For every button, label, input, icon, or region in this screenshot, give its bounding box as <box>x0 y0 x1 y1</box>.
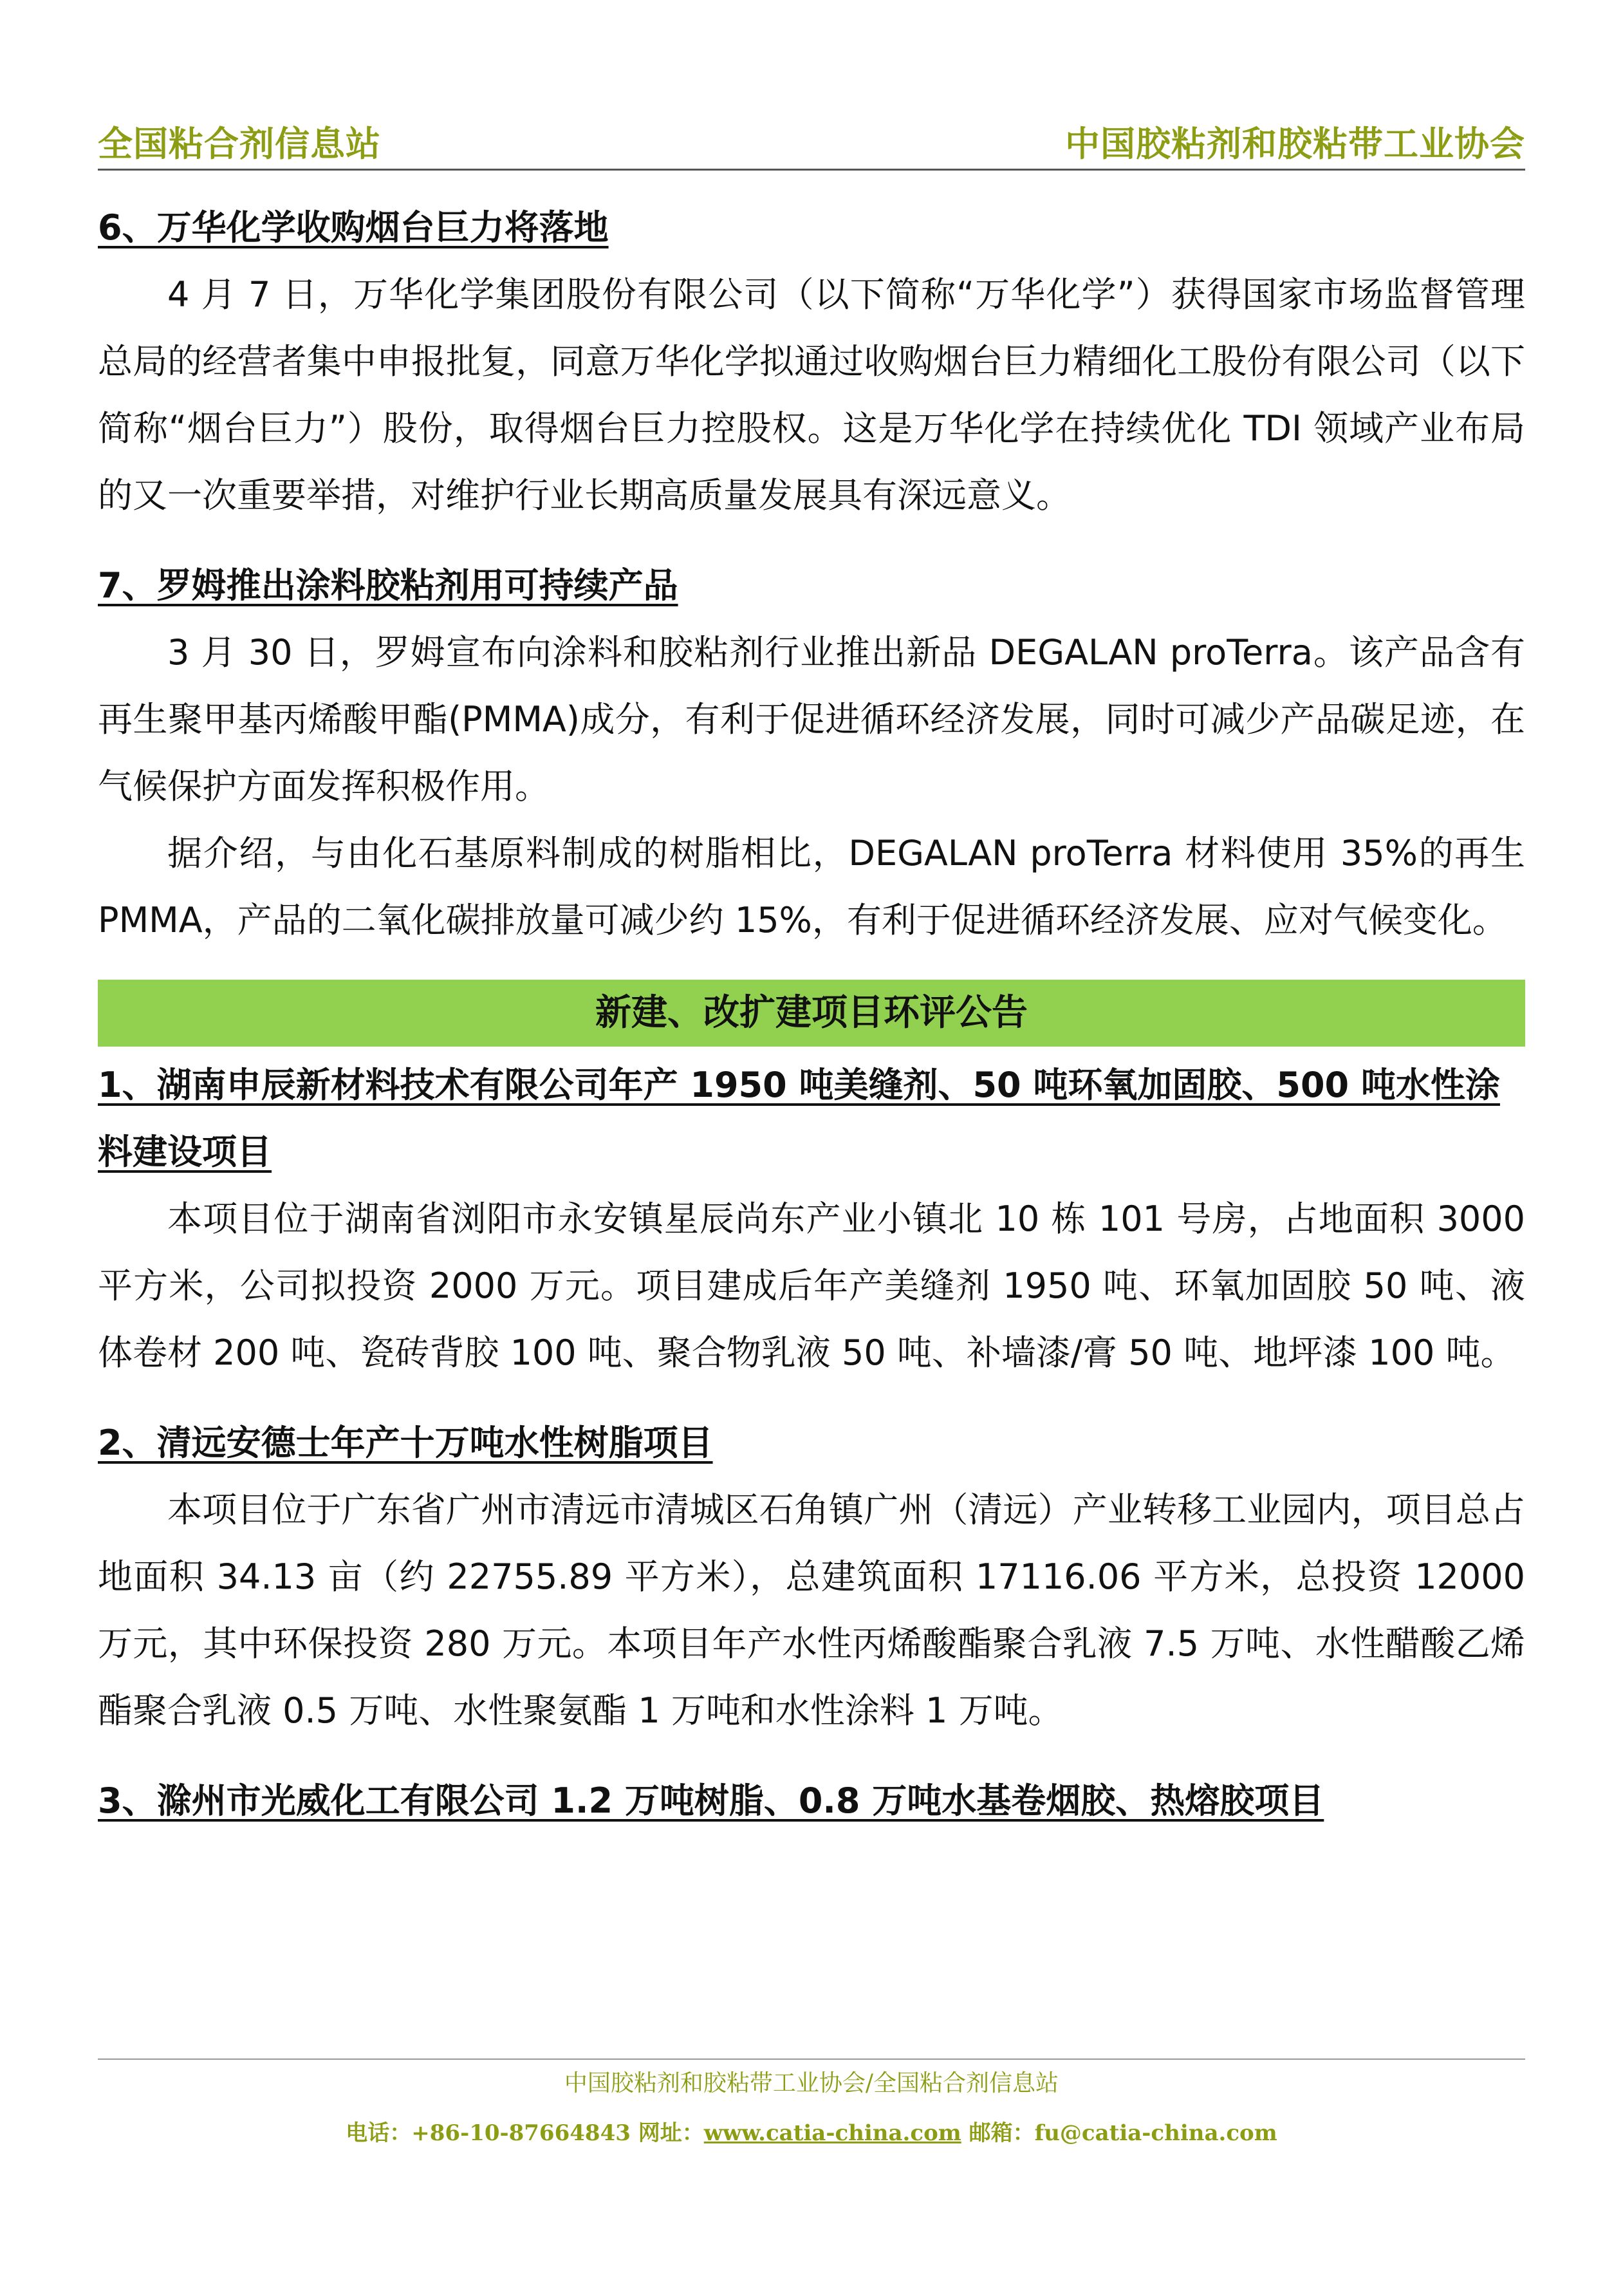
footer-email-label: 邮箱： <box>969 2120 1035 2146</box>
footer-phone-label: 电话： <box>346 2120 412 2146</box>
header-left-title: 全国粘合剂信息站 <box>98 123 381 164</box>
news-7-paragraph-2: 据介绍，与由化石基原料制成的树脂相比，DEGALAN proTerra 材料使用 35%的再生 PMMA，产品的二氧化碳排放量可减少约 15%，有利于促进循环经济发展、应对气候变化。 <box>98 833 1525 940</box>
project-3-title: 3、滁州市光威化工有限公司 1.2 万吨树脂、0.8 万吨水基卷烟胶、热熔胶项目 <box>98 1780 1324 1821</box>
footer-web-label: 网址： <box>638 2120 704 2146</box>
section-banner: 新建、改扩建项目环评公告 <box>98 980 1525 1047</box>
page-header <box>98 115 1525 171</box>
news-6-title: 6、万华化学收购烟台巨力将落地 <box>98 207 609 248</box>
page-content <box>98 194 1525 1834</box>
news-7-title: 7、罗姆推出涂料胶粘剂用可持续产品 <box>98 565 678 606</box>
project-2-title: 2、清远安德士年产十万吨水性树脂项目 <box>98 1423 713 1463</box>
spacer <box>98 529 1525 552</box>
footer-divider <box>98 2058 1525 2060</box>
footer-org: 中国胶粘剂和胶粘带工业协会/全国粘合剂信息站 <box>564 2070 1059 2096</box>
project-1-title: 1、湖南申辰新材料技术有限公司年产 1950 吨美缝剂、50 吨环氧加固胶、500 吨水性涂料建设项目 <box>98 1065 1500 1172</box>
project-1-paragraph-1: 本项目位于湖南省浏阳市永安镇星辰尚东产业小镇北 10 栋 101 号房，占地面积 3000 平方米，公司拟投资 2000 万元。项目建成后年产美缝剂 1950 吨、环氧加固胶 50 吨、液体卷材 200 吨、瓷砖背胶 100 吨、聚合物乳液 50 吨、补墙漆/膏 50 吨、地坪漆 100 吨。 <box>98 1199 1525 1373</box>
spacer <box>98 1386 1525 1410</box>
footer-email[interactable]: fu@catia-china.com <box>1034 2120 1277 2146</box>
project-2-paragraph-1: 本项目位于广东省广州市清远市清城区石角镇广州（清远）产业转移工业园内，项目总占地面积 34.13 亩（约 22755.89 平方米），总建筑面积 17116.06 平方米，总投资 12000 万元，其中环保投资 280 万元。本项目年产水性丙烯酸酯聚合乳液 7.5 万吨、水性醋酸乙烯酯聚合乳液 0.5 万吨、水性聚氨酯 1 万吨和水性涂料 1 万吨。 <box>98 1489 1525 1731</box>
spacer <box>98 1744 1525 1768</box>
news-6-paragraph-1: 4 月 7 日，万华化学集团股份有限公司（以下简称“万华化学”）获得国家市场监督管理总局的经营者集中申报批复，同意万华化学拟通过收购烟台巨力精细化工股份有限公司（以下简称“烟台巨力”）股份，取得烟台巨力控股权。这是万华化学在持续优化 TDI 领域产业布局的又一次重要举措，对维护行业长期高质量发展具有深远意义。 <box>98 274 1525 516</box>
news-7-paragraph-1: 3 月 30 日，罗姆宣布向涂料和胶粘剂行业推出新品 DEGALAN proTerra。该产品含有再生聚甲基丙烯酸甲酯(PMMA)成分，有利于促进循环经济发展，同时可减少产品碳足迹，在气候保护方面发挥积极作用。 <box>98 632 1525 807</box>
header-right-title: 中国胶粘剂和胶粘带工业协会 <box>1065 123 1525 164</box>
footer-phone: +86-10-87664843 <box>411 2120 631 2146</box>
footer-contact <box>0 2115 1623 2147</box>
footer-website-link[interactable]: www.catia-china.com <box>703 2120 961 2146</box>
